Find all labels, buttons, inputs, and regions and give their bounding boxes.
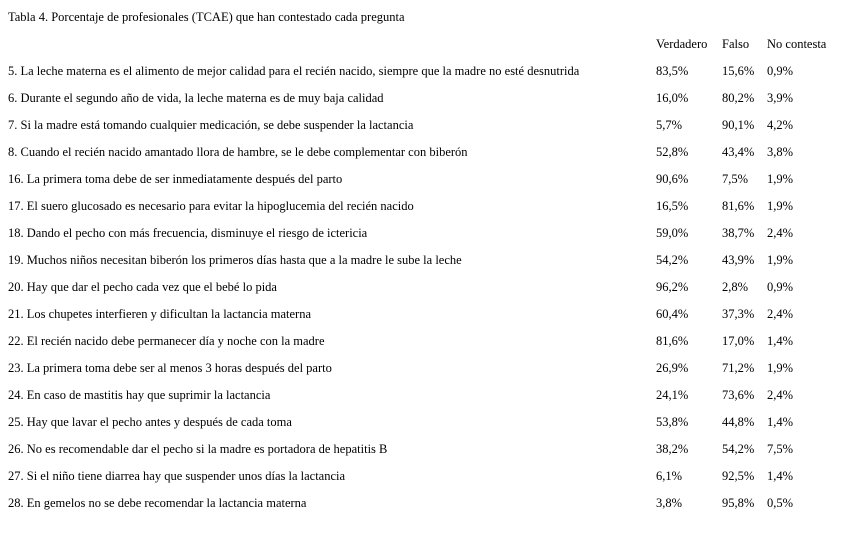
verdadero-cell: 54,2%: [656, 253, 689, 267]
table-row: [8, 225, 842, 252]
header-question: [8, 36, 656, 63]
verdadero-cell: 90,6%: [656, 172, 689, 186]
falso-cell: 43,4%: [722, 145, 755, 159]
verdadero-cell: 3,8%: [656, 496, 683, 510]
falso-cell: 43,9%: [722, 253, 755, 267]
question-cell: 24. En caso de mastitis hay que suprimir la lactancia: [8, 388, 271, 402]
falso-cell: 81,6%: [722, 199, 755, 213]
question-cell: 23. La primera toma debe ser al menos 3 horas después del parto: [8, 361, 332, 375]
table-row: [8, 171, 842, 198]
no-contesta-cell: 2,4%: [767, 388, 794, 402]
table-row: [8, 495, 842, 522]
no-contesta-cell: 2,4%: [767, 307, 794, 321]
table-body: [8, 63, 842, 522]
question-cell: 19. Muchos niños necesitan biberón los primeros días hasta que a la madre le sube la leche: [8, 253, 462, 267]
question-cell: 5. La leche materna es el alimento de mejor calidad para el recién nacido, siempre que la madre no esté desnutrida: [8, 64, 580, 78]
table-row: [8, 306, 842, 333]
table-row: [8, 90, 842, 117]
table-row: [8, 279, 842, 306]
falso-cell: 38,7%: [722, 226, 755, 240]
verdadero-cell: 53,8%: [656, 415, 689, 429]
question-cell: 17. El suero glucosado es necesario para evitar la hipoglucemia del recién nacido: [8, 199, 414, 213]
table-row: [8, 63, 842, 90]
question-cell: 20. Hay que dar el pecho cada vez que el bebé lo pida: [8, 280, 277, 294]
verdadero-cell: 81,6%: [656, 334, 689, 348]
table-row: [8, 414, 842, 441]
header-row: [8, 36, 842, 63]
no-contesta-cell: 1,4%: [767, 334, 794, 348]
verdadero-cell: 52,8%: [656, 145, 689, 159]
verdadero-cell: 96,2%: [656, 280, 689, 294]
table-row: [8, 441, 842, 468]
falso-cell: 44,8%: [722, 415, 755, 429]
question-cell: 28. En gemelos no se debe recomendar la lactancia materna: [8, 496, 307, 510]
table-row: [8, 198, 842, 225]
no-contesta-cell: 2,4%: [767, 226, 794, 240]
no-contesta-cell: 0,5%: [767, 496, 794, 510]
table-row: [8, 468, 842, 495]
question-cell: 18. Dando el pecho con más frecuencia, disminuye el riesgo de ictericia: [8, 226, 368, 240]
table-caption: Tabla 4. Porcentaje de profesionales (TCAE) que han contestado cada pregunta: [8, 10, 405, 24]
table-row: [8, 144, 842, 171]
verdadero-cell: 24,1%: [656, 388, 689, 402]
no-contesta-cell: 7,5%: [767, 442, 794, 456]
no-contesta-cell: 1,4%: [767, 469, 794, 483]
no-contesta-cell: 0,9%: [767, 280, 794, 294]
table-row: [8, 360, 842, 387]
no-contesta-cell: 1,9%: [767, 361, 794, 375]
no-contesta-cell: 4,2%: [767, 118, 794, 132]
verdadero-cell: 26,9%: [656, 361, 689, 375]
question-cell: 25. Hay que lavar el pecho antes y después de cada toma: [8, 415, 292, 429]
falso-cell: 92,5%: [722, 469, 755, 483]
header-no-contesta: No contesta: [767, 37, 827, 51]
verdadero-cell: 6,1%: [656, 469, 683, 483]
question-cell: 16. La primera toma debe de ser inmediatamente después del parto: [8, 172, 343, 186]
no-contesta-cell: 1,9%: [767, 172, 794, 186]
no-contesta-cell: 1,4%: [767, 415, 794, 429]
falso-cell: 95,8%: [722, 496, 755, 510]
verdadero-cell: 5,7%: [656, 118, 683, 132]
table-row: [8, 117, 842, 144]
falso-cell: 15,6%: [722, 64, 755, 78]
falso-cell: 37,3%: [722, 307, 755, 321]
falso-cell: 54,2%: [722, 442, 755, 456]
verdadero-cell: 16,5%: [656, 199, 689, 213]
verdadero-cell: 16,0%: [656, 91, 689, 105]
falso-cell: 71,2%: [722, 361, 755, 375]
falso-cell: 7,5%: [722, 172, 749, 186]
header-falso: Falso: [722, 37, 750, 51]
no-contesta-cell: 1,9%: [767, 253, 794, 267]
table-row: [8, 252, 842, 279]
verdadero-cell: 38,2%: [656, 442, 689, 456]
question-cell: 27. Si el niño tiene diarrea hay que suspender unos días la lactancia: [8, 469, 346, 483]
question-cell: 26. No es recomendable dar el pecho si la madre es portadora de hepatitis B: [8, 442, 388, 456]
question-cell: 6. Durante el segundo año de vida, la leche materna es de muy baja calidad: [8, 91, 384, 105]
no-contesta-cell: 1,9%: [767, 199, 794, 213]
question-cell: 21. Los chupetes interfieren y dificultan la lactancia materna: [8, 307, 311, 321]
question-cell: 22. El recién nacido debe permanecer día y noche con la madre: [8, 334, 325, 348]
results-table: [8, 36, 842, 522]
header-verdadero: Verdadero: [656, 37, 708, 51]
verdadero-cell: 59,0%: [656, 226, 689, 240]
falso-cell: 90,1%: [722, 118, 755, 132]
question-cell: 8. Cuando el recién nacido amantado llora de hambre, se le debe complementar con biberón: [8, 145, 468, 159]
falso-cell: 80,2%: [722, 91, 755, 105]
falso-cell: 17,0%: [722, 334, 755, 348]
no-contesta-cell: 3,8%: [767, 145, 794, 159]
no-contesta-cell: 0,9%: [767, 64, 794, 78]
falso-cell: 73,6%: [722, 388, 755, 402]
verdadero-cell: 83,5%: [656, 64, 689, 78]
question-cell: 7. Si la madre está tomando cualquier medicación, se debe suspender la lactancia: [8, 118, 414, 132]
verdadero-cell: 60,4%: [656, 307, 689, 321]
no-contesta-cell: 3,9%: [767, 91, 794, 105]
table-row: [8, 387, 842, 414]
table-row: [8, 333, 842, 360]
falso-cell: 2,8%: [722, 280, 749, 294]
